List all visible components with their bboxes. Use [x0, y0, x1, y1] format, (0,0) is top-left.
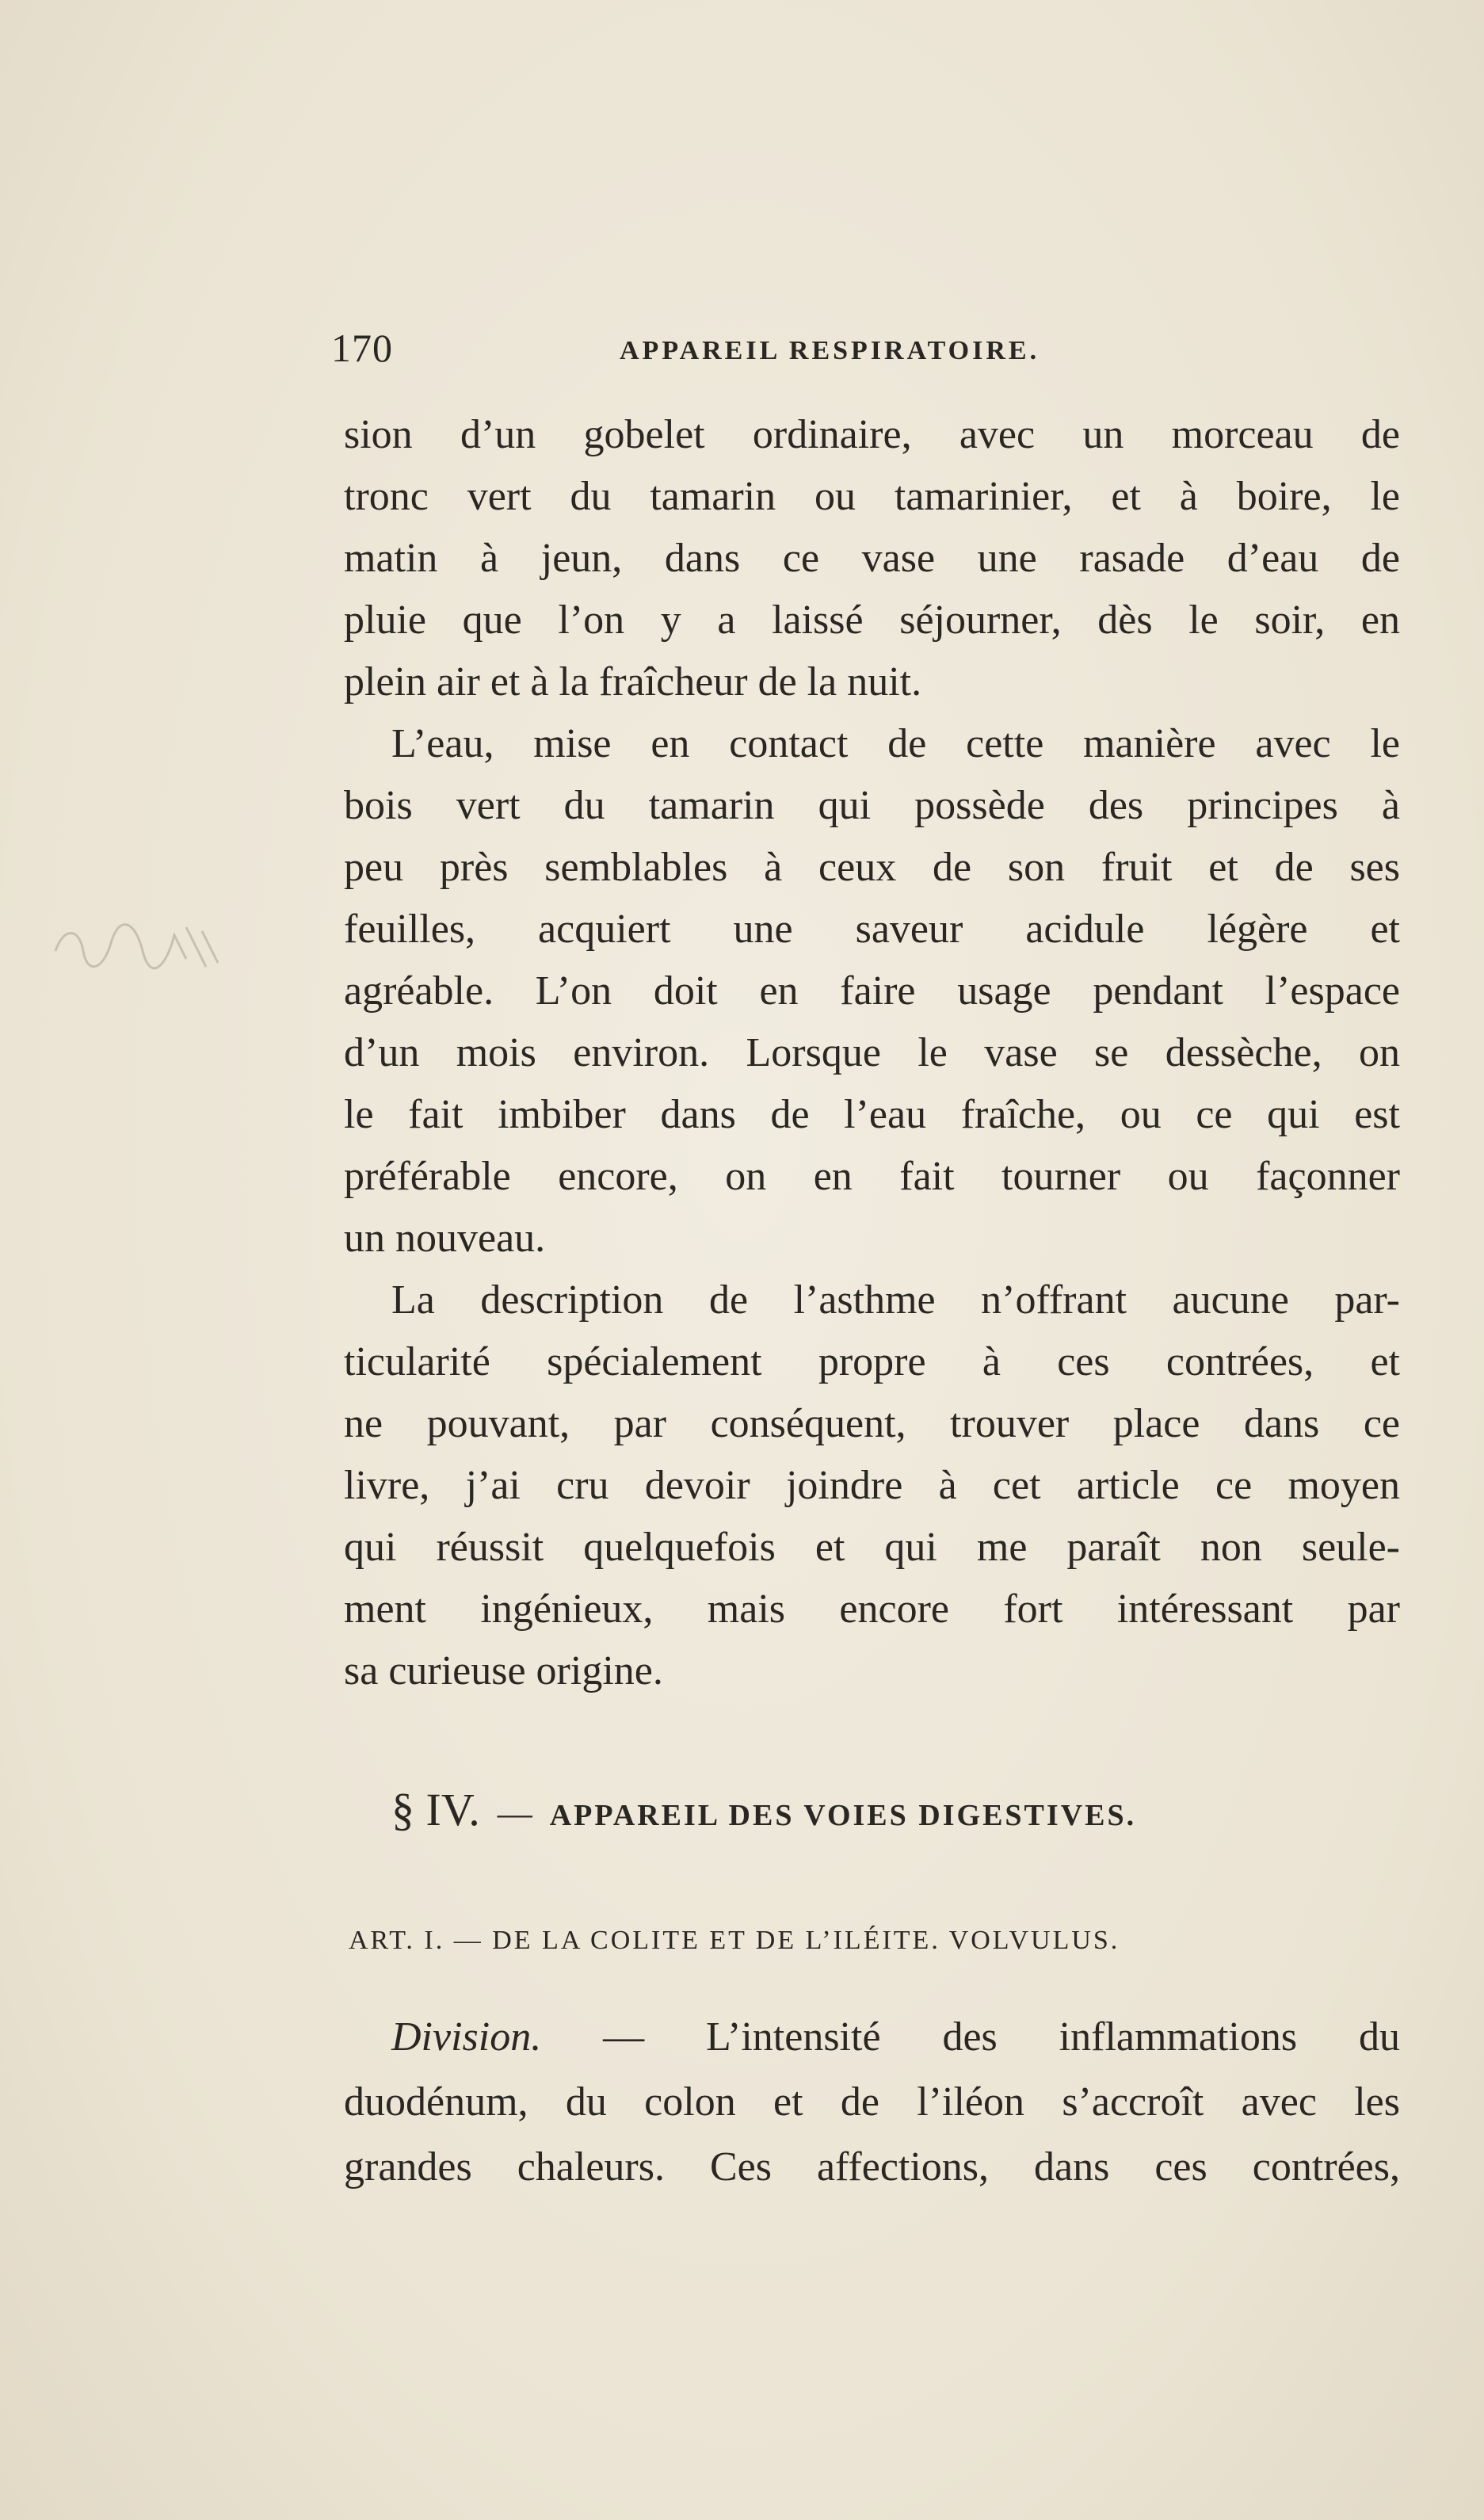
text-line: ment ingénieux, mais encore fort intéressant par: [344, 1586, 1400, 1632]
text-line: ticularité spécialement propre à ces contrées, et: [344, 1339, 1400, 1384]
text-line: matin à jeun, dans ce vase une rasade d’eau de: [344, 536, 1400, 581]
page-number: 170: [331, 326, 393, 370]
section-heading: [391, 1783, 1374, 1836]
section-title: APPAREIL DES VOIES DIGESTIVES.: [549, 1799, 1137, 1832]
section-dash: —: [497, 1794, 532, 1833]
text-line: sa curieuse origine.: [344, 1648, 663, 1693]
text-line: grandes chaleurs. Ces affections, dans ces contrées,: [344, 2144, 1400, 2190]
text-line: peu près semblables à ceux de son fruit et de ses: [344, 845, 1400, 890]
text-line: préférable encore, on en fait tourner ou façonner: [344, 1154, 1400, 1199]
text-line: L’eau, mise en contact de cette manière avec le: [391, 721, 1400, 766]
division-label: Division.: [391, 2014, 542, 2060]
text-line: La description de l’asthme n’offrant aucune par-: [391, 1277, 1400, 1323]
division-text: — L’intensité des inflammations du: [541, 2014, 1400, 2060]
text-line: agréable. L’on doit en faire usage pendant l’espace: [344, 968, 1400, 1014]
text-line: qui réussit quelquefois et qui me paraît non seule-: [344, 1525, 1400, 1570]
text-line: livre, j’ai cru devoir joindre à cet article ce moyen: [344, 1463, 1400, 1508]
text-line: feuilles, acquiert une saveur acidule légère et: [344, 907, 1400, 952]
article-heading: ART. I. — DE LA COLITE ET DE L’ILÉITE. VOLVULUS.: [349, 1926, 1120, 1955]
text-line: bois vert du tamarin qui possède des principes à: [344, 783, 1400, 828]
text-line: sion d’un gobelet ordinaire, avec un morceau de: [344, 412, 1400, 457]
body-text-bottom: [344, 2005, 1400, 2200]
text-line: un nouveau.: [344, 1216, 546, 1261]
page-header: [331, 325, 1409, 380]
body-text-top: [344, 404, 1400, 1702]
text-line: plein air et à la fraîcheur de la nuit.: [344, 659, 922, 704]
section-number: § IV.: [391, 1784, 480, 1835]
text-line: [344, 2005, 1400, 2070]
running-head: APPAREIL RESPIRATOIRE.: [620, 336, 1040, 365]
text-line: le fait imbiber dans de l’eau fraîche, ou ce qui est: [344, 1092, 1400, 1137]
text-line: duodénum, du colon et de l’iléon s’accroît avec les: [344, 2079, 1400, 2125]
text-line: tronc vert du tamarin ou tamarinier, et à boire, le: [344, 474, 1400, 519]
text-line: pluie que l’on y a laissé séjourner, dès le soir, en: [344, 598, 1400, 643]
margin-scribble-icon: [48, 895, 254, 991]
text-line: d’un mois environ. Lorsque le vase se dessèche, on: [344, 1030, 1400, 1075]
text-line: ne pouvant, par conséquent, trouver place dans ce: [344, 1401, 1400, 1446]
